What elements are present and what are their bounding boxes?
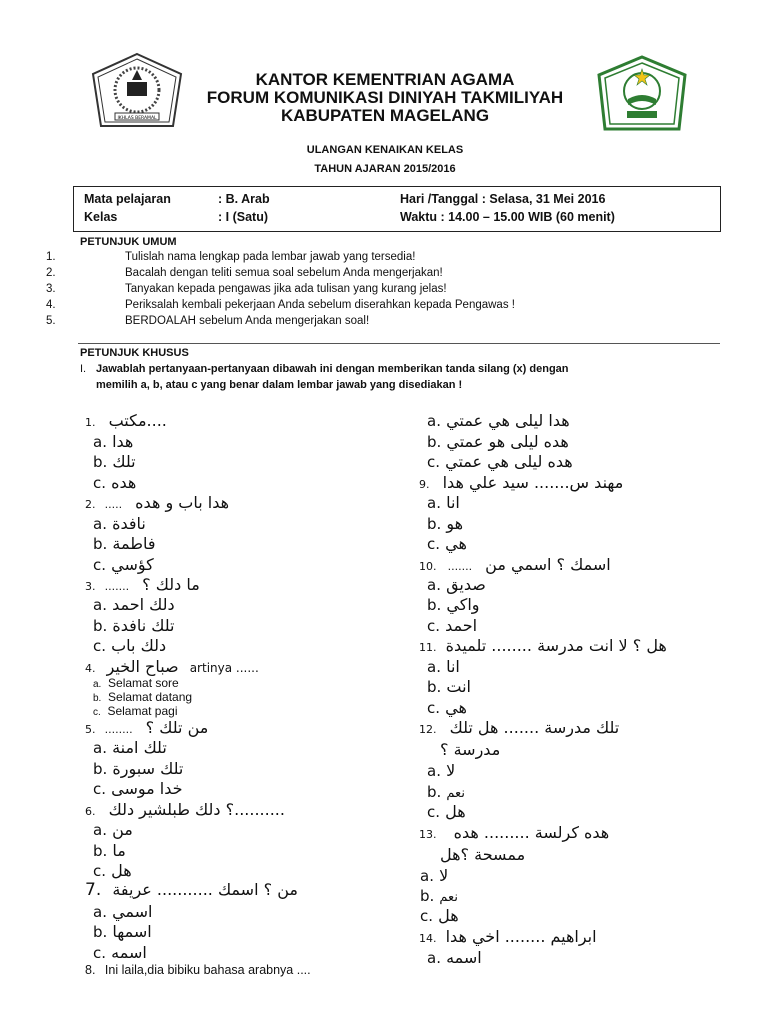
option-text: احمد [445, 616, 478, 635]
option-3b[interactable] [93, 616, 174, 635]
question-number: 4. [85, 662, 96, 675]
option-text: تلك سبورة [112, 759, 184, 778]
option-text: خدا موسى [111, 779, 183, 798]
question-number: 6. [85, 805, 96, 818]
option-text: نافدة [112, 514, 146, 533]
question-text: هل ؟ لا انت مدرسة ........ تلميدة [445, 636, 667, 655]
class-value: : I (Satu) [218, 210, 268, 224]
question-blank: ....... [447, 560, 473, 573]
option-text: هو [446, 514, 464, 533]
option-text: هي [445, 698, 467, 717]
option-letter: a. [93, 515, 107, 533]
option-letter: c. [93, 707, 101, 718]
question-2 [85, 493, 229, 512]
special-num: I. [80, 363, 87, 375]
option-1b[interactable] [93, 452, 136, 471]
question-text: من ؟ اسمك ........... عريفة [112, 880, 298, 899]
option-9b[interactable] [427, 514, 463, 533]
option-text: من [112, 820, 133, 839]
option-letter: b. [93, 693, 102, 704]
option-9c[interactable] [427, 534, 467, 553]
option-letter: a. [420, 867, 434, 885]
general-item-4: Periksalah kembali pekerjaan Anda sebelum diserahkan kepada Pengawas ! [125, 299, 515, 311]
option-text: هدا ليلى هي عمتي [446, 411, 570, 430]
option-13c[interactable] [420, 906, 459, 925]
option-letter: c. [427, 803, 441, 821]
question-text: ؟ دلك طبلشير دلك.......... [108, 800, 285, 819]
option-letter: c. [427, 535, 441, 553]
subject-value: : B. Arab [218, 192, 270, 206]
option-6c[interactable] [93, 861, 132, 880]
option-letter: b. [93, 760, 108, 778]
option-letter: a. [93, 821, 107, 839]
option-text: دلك احمد [112, 595, 175, 614]
option-letter: c. [93, 862, 107, 880]
question-text: Ini laila,dia bibiku bahasa arabnya .... [104, 963, 311, 977]
option-letter: b. [93, 535, 108, 553]
option-4b[interactable] [93, 690, 192, 704]
option-8a[interactable] [427, 411, 570, 430]
option-text: دلك باب [111, 636, 167, 655]
option-11b[interactable] [427, 677, 471, 696]
question-number: 3. [85, 580, 96, 593]
option-text: انا [446, 657, 460, 676]
general-num-5: 5. [46, 315, 56, 327]
option-text: اسمه [446, 948, 482, 967]
question-12 [419, 718, 619, 737]
option-7a[interactable] [93, 902, 153, 921]
special-heading: PETUNJUK KHUSUS [80, 347, 189, 359]
option-4a[interactable] [93, 676, 179, 690]
option-5a[interactable] [93, 738, 167, 757]
option-text: هي [445, 534, 467, 553]
question-number: 12. [419, 723, 437, 736]
general-item-1: Tulislah nama lengkap pada lembar jawab yang tersedia! [125, 251, 416, 263]
question-7 [85, 880, 298, 900]
option-letter: a. [93, 903, 107, 921]
question-14 [419, 927, 597, 946]
question-text: ما دلك ؟ [142, 575, 200, 594]
option-10a[interactable] [427, 575, 486, 594]
special-line-2: memilih a, b, atau c yang benar dalam lembar jawab yang disediakan ! [96, 379, 463, 391]
option-6a[interactable] [93, 820, 133, 839]
general-item-5: BERDOALAH sebelum Anda mengerjakan soal! [125, 315, 370, 327]
option-text: نعم [439, 890, 458, 905]
option-7b[interactable] [93, 922, 152, 941]
question-number: 11. [419, 641, 437, 654]
question-13-continued: ممسحة ؟هل [440, 845, 526, 864]
option-2b[interactable] [93, 534, 155, 553]
question-text: هده كرلسة ......... هده [453, 823, 610, 842]
question-9 [419, 473, 623, 492]
option-letter: c. [93, 637, 107, 655]
exam-date: Hari /Tanggal : Selasa, 31 Mei 2016 [400, 192, 606, 206]
subject-label: Mata pelajaran [84, 192, 171, 206]
question-number: 13. [419, 828, 437, 841]
special-line-1: Jawablah pertanyaan-pertanyaan dibawah ini dengan memberikan tanda silang (x) dengan [96, 363, 569, 375]
general-heading: PETUNJUK UMUM [80, 236, 177, 248]
question-number: 7. [85, 880, 102, 900]
question-number: 1. [85, 416, 96, 429]
option-text: هده ليلى هي عمتي [445, 452, 573, 471]
question-text: صباح الخير [106, 657, 179, 676]
question-number: 9. [419, 478, 430, 491]
option-letter: a. [93, 596, 107, 614]
option-letter: b. [427, 783, 442, 801]
exam-year: TAHUN AJARAN 2015/2016 [314, 163, 456, 175]
option-6b[interactable] [93, 841, 126, 860]
option-letter: b. [420, 887, 435, 905]
option-letter: c. [427, 453, 441, 471]
option-text: فاطمة [112, 534, 156, 553]
option-text: Selamat pagi [107, 704, 178, 718]
option-letter: a. [93, 739, 107, 757]
option-letter: c. [427, 699, 441, 717]
option-1c[interactable] [93, 473, 136, 492]
option-letter: a. [93, 679, 102, 690]
option-13a[interactable] [420, 866, 448, 885]
header-line-1: KANTOR KEMENTRIAN AGAMA [255, 70, 515, 89]
exam-time: Waktu : 14.00 – 15.00 WIB (60 menit) [400, 210, 615, 224]
option-3c[interactable] [93, 636, 166, 655]
option-13b[interactable] [420, 886, 458, 905]
option-12c[interactable] [427, 802, 466, 821]
option-12a[interactable] [427, 761, 455, 780]
option-text: تلك امنة [112, 738, 167, 757]
option-text: هل [111, 861, 132, 880]
option-letter: b. [427, 678, 442, 696]
option-text: صديق [446, 575, 486, 594]
question-blank: ....... [104, 580, 130, 593]
question-10 [419, 555, 611, 574]
option-letter: b. [427, 515, 442, 533]
question-suffix: artinya ...... [189, 661, 259, 675]
question-number: 5. [85, 723, 96, 736]
option-text: لا [439, 866, 449, 885]
question-number: 10. [419, 560, 437, 573]
question-1 [85, 411, 167, 430]
option-letter: c. [93, 780, 107, 798]
question-text: ابراهيم ........ اخي هدا [445, 927, 597, 946]
general-num-2: 2. [46, 267, 56, 279]
question-13 [419, 823, 609, 842]
option-letter: b. [93, 842, 108, 860]
option-letter: b. [93, 617, 108, 635]
option-7c[interactable] [93, 943, 147, 962]
option-text: هده [111, 473, 137, 492]
option-text: هل [438, 906, 459, 925]
section-divider [78, 343, 720, 344]
option-text: Selamat datang [108, 690, 193, 704]
general-num-3: 3. [46, 283, 56, 295]
class-label: Kelas [84, 210, 118, 224]
header-line-2: FORUM KOMUNIKASI DINIYAH TAKMILIYAH [206, 88, 564, 107]
question-12-continued: مدرسة ؟ [440, 740, 501, 759]
general-item-3: Tanyakan kepada pengawas jika ada tulisan yang kurang jelas! [125, 283, 447, 295]
option-text: انا [446, 493, 460, 512]
option-letter: b. [93, 923, 108, 941]
option-10b[interactable] [427, 595, 480, 614]
question-blank: ........ [104, 723, 133, 736]
option-8b[interactable] [427, 432, 569, 451]
option-letter: a. [427, 949, 441, 967]
option-text: انت [446, 677, 471, 696]
option-2a[interactable] [93, 514, 146, 533]
option-12b[interactable] [427, 782, 465, 801]
option-9a[interactable] [427, 493, 460, 512]
question-5 [85, 718, 208, 737]
option-text: كؤسي [111, 555, 154, 574]
question-number: 2. [85, 498, 96, 511]
question-blank: ..... [104, 498, 123, 511]
option-letter: a. [93, 433, 107, 451]
option-text: اسمي [112, 902, 153, 921]
option-letter: a. [427, 576, 441, 594]
exam-title: ULANGAN KENAIKAN KELAS [306, 144, 464, 156]
option-letter: c. [427, 617, 441, 635]
option-14a[interactable] [427, 948, 482, 967]
option-5b[interactable] [93, 759, 183, 778]
option-letter: a. [427, 762, 441, 780]
option-letter: a. [427, 412, 441, 430]
option-letter: a. [427, 658, 441, 676]
option-text: ما [112, 841, 126, 860]
option-text: نعم [446, 786, 465, 801]
option-8c[interactable] [427, 452, 573, 471]
option-11c[interactable] [427, 698, 467, 717]
question-text: اسمك ؟ اسمي من [485, 555, 611, 574]
option-letter: c. [93, 474, 107, 492]
option-letter: b. [93, 453, 108, 471]
question-text: هدا باب و هده [135, 493, 230, 512]
option-letter: c. [93, 944, 107, 962]
option-letter: b. [427, 433, 442, 451]
general-num-1: 1. [46, 251, 56, 263]
question-text: مهند س....... سيد علي هدا [442, 473, 624, 492]
option-text: تلك نافدة [112, 616, 175, 635]
general-item-2: Bacalah dengan teliti semua soal sebelum Anda mengerjakan! [125, 267, 443, 279]
option-11a[interactable] [427, 657, 460, 676]
option-10c[interactable] [427, 616, 477, 635]
option-3a[interactable] [93, 595, 175, 614]
option-letter: b. [427, 596, 442, 614]
option-letter: a. [427, 494, 441, 512]
question-number: 14. [419, 932, 437, 945]
question-6 [85, 800, 285, 819]
option-text: اسمها [112, 922, 152, 941]
header-line-3: KABUPATEN MAGELANG [280, 106, 490, 125]
option-text: هده ليلى هو عمتي [446, 432, 569, 451]
question-8 [85, 963, 311, 977]
option-text: هدا [112, 432, 134, 451]
question-text: تلك مدرسة ....... هل تلك [449, 718, 620, 737]
option-text: هل [445, 802, 466, 821]
option-5c[interactable] [93, 779, 183, 798]
option-1a[interactable] [93, 432, 133, 451]
option-4c[interactable] [93, 704, 178, 718]
option-letter: c. [420, 907, 434, 925]
left-logo-text: IKHLAS BERAMAL [117, 116, 157, 121]
question-text: من تلك ؟ [145, 718, 209, 737]
question-number: 8. [85, 963, 96, 977]
option-text: اسمه [111, 943, 147, 962]
option-text: Selamat sore [108, 676, 179, 690]
question-text: مكتب.... [108, 411, 167, 430]
option-text: لا [446, 761, 456, 780]
general-num-4: 4. [46, 299, 56, 311]
option-text: واكي [446, 595, 480, 614]
option-text: تلك [112, 452, 136, 471]
option-letter: c. [93, 556, 107, 574]
question-3 [85, 575, 200, 594]
option-2c[interactable] [93, 555, 154, 574]
question-11 [419, 636, 667, 655]
question-4 [85, 657, 259, 676]
